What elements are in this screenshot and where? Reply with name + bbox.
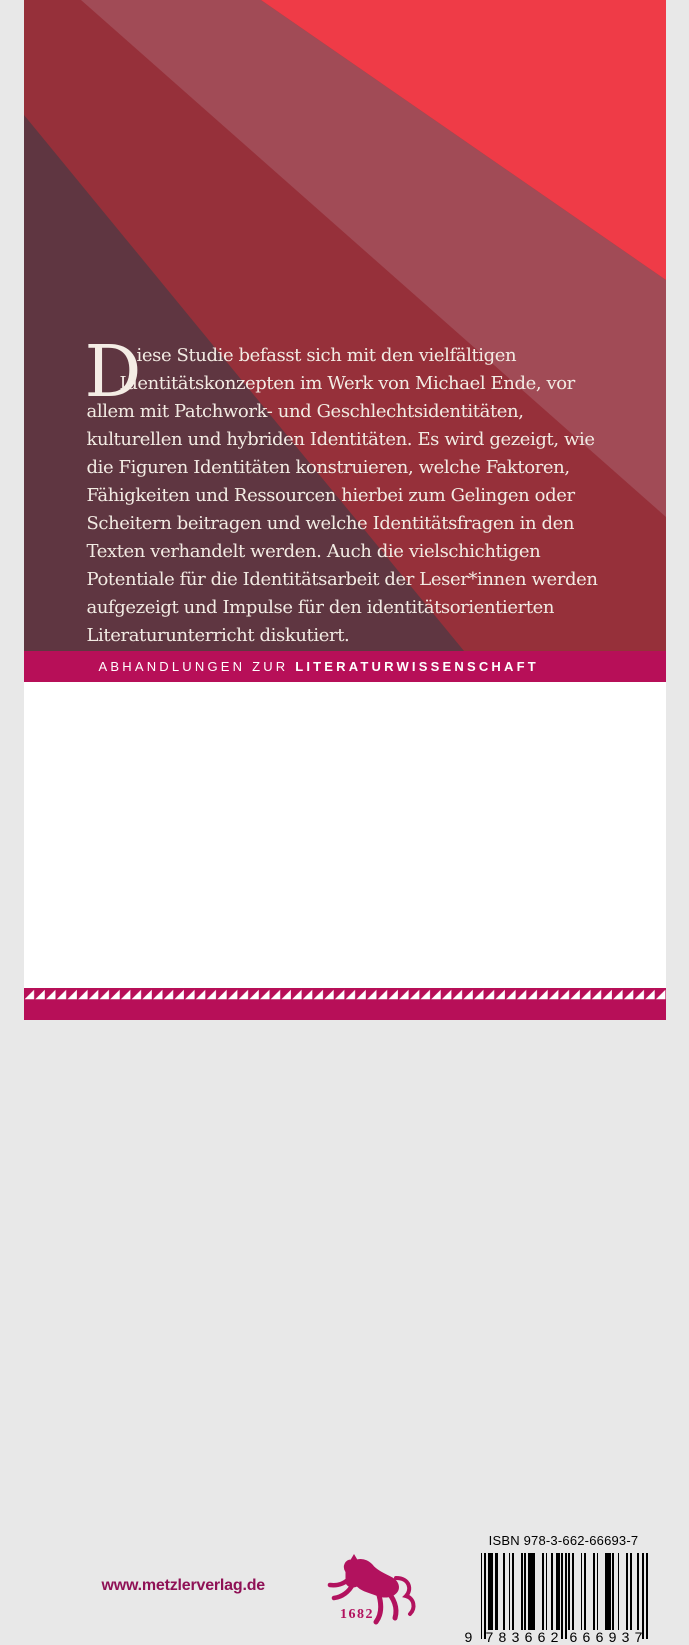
- isbn-label: ISBN 978-3-662-66693-7: [472, 1533, 656, 1548]
- blurb-line: Texten verhandelt werden. Auch die vielschichtigen: [87, 538, 647, 566]
- barcode-bars: [481, 1553, 648, 1639]
- blurb-line: die Figuren Identitäten konstruieren, welche Faktoren,: [87, 454, 647, 482]
- barcode-digits-left: 7 8 3 6 6 2: [486, 1629, 559, 1645]
- publisher-website: www.metzlerverlag.de: [102, 1577, 265, 1595]
- series-title-prefix: ABHANDLUNGEN ZUR: [99, 659, 289, 674]
- series-title-band: [24, 651, 666, 682]
- barcode-digit-lead: 9: [465, 1629, 479, 1645]
- blurb-line: kulturellen und hybriden Identitäten. Es wird gezeigt, wie: [87, 426, 647, 454]
- blurb-line: Potentiale für die Identitätsarbeit der Leser*innen werden: [87, 566, 647, 594]
- blurb-line: Literaturunterricht diskutiert.: [87, 622, 647, 650]
- drop-cap: D: [85, 336, 142, 407]
- blurb-paragraph: [24, 0, 666, 651]
- blurb-line: allem mit Patchwork- und Geschlechtsidentitäten,: [87, 398, 647, 426]
- blurb-line: Scheitern beitragen und welche Identitätsfragen in den: [87, 510, 647, 538]
- logo-year: 1682: [340, 1607, 374, 1622]
- barcode-digits-right: 6 6 6 9 3 7: [570, 1629, 643, 1645]
- blurb-line: iese Studie befasst sich mit den vielfältigen: [87, 342, 689, 370]
- book-back-cover: [24, 0, 666, 1020]
- triangle-pattern: [24, 989, 666, 1000]
- blurb-line: Identitätskonzepten im Werk von Michael Ende, vor: [87, 370, 680, 398]
- bottom-deco-strip: [24, 988, 666, 1020]
- footer-area: [24, 682, 666, 988]
- metzler-horse-icon: [320, 1552, 420, 1644]
- blurb-line: Fähigkeiten und Ressourcen hierbei zum Gelingen oder: [87, 482, 647, 510]
- blurb-line: aufgezeigt und Impulse für den identitätsorientierten: [87, 594, 647, 622]
- series-title-emphasis: LITERATURWISSENSCHAFT: [295, 659, 539, 674]
